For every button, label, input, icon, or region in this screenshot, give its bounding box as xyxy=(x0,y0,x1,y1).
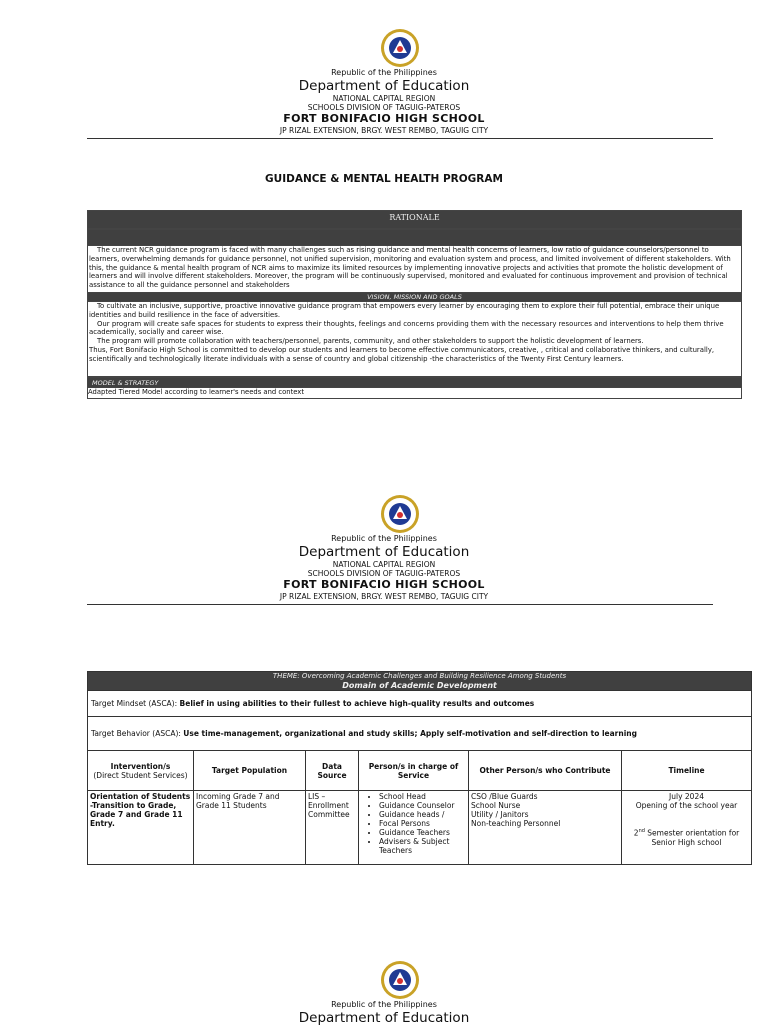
school-name: FORT BONIFACIO HIGH SCHOOL xyxy=(283,112,485,125)
col-intervention-sub: (Direct Student Services) xyxy=(93,770,188,780)
address-text: JP RIZAL EXTENSION, BRGY. WEST REMBO, TAGUIG CITY xyxy=(279,592,489,601)
list-item: CSO /Blue Guards xyxy=(471,792,538,801)
letterhead-2 xyxy=(0,534,768,601)
header-divider xyxy=(87,604,713,605)
division-text: SCHOOLS DIVISION OF TAGUIG-PATEROS xyxy=(307,569,461,578)
model-heading: MODEL & STRATEGY xyxy=(87,377,742,388)
republic-text: Republic of the Philippines xyxy=(331,1000,437,1009)
col-intervention-label: Intervention/s xyxy=(110,761,171,771)
address-text: JP RIZAL EXTENSION, BRGY. WEST REMBO, TAGUIG CITY xyxy=(279,126,489,135)
list-item: Non-teaching Personnel xyxy=(471,819,561,828)
deped-seal-icon xyxy=(380,494,420,534)
col-other-persons: Other Person/s who Contribute xyxy=(469,751,622,791)
school-name: FORT BONIFACIO HIGH SCHOOL xyxy=(283,578,485,591)
target-behavior-row xyxy=(88,717,752,751)
list-item: School Nurse xyxy=(471,801,521,810)
vmg-paragraph-3: The program will promote collaboration with teachers/personnel, parents, community, and other stakeholders to support the holistic development of learners. xyxy=(97,337,644,346)
list-item: • Advisers & Subject Teachers xyxy=(379,837,466,855)
timeline-semester xyxy=(624,828,749,847)
list-item: • Focal Persons xyxy=(379,819,466,828)
col-intervention xyxy=(88,751,194,791)
mindset-label: Target Mindset (ASCA): xyxy=(91,699,180,708)
theme-text: THEME: Overcoming Academic Challenges and Building Resilience Among Students xyxy=(272,672,567,680)
other-persons-cell xyxy=(469,791,622,865)
rationale-body xyxy=(87,246,742,292)
list-item: • Guidance Teachers xyxy=(379,828,466,837)
header-divider xyxy=(87,138,713,139)
col-person-in-charge: Person/s in charge of Service xyxy=(359,751,469,791)
vmg-heading: VISION, MISSION AND GOALS xyxy=(87,292,742,302)
list-item: • School Head xyxy=(379,792,466,801)
behavior-label: Target Behavior (ASCA): xyxy=(91,729,184,738)
deped-seal-icon xyxy=(380,28,420,68)
domain-text: Domain of Academic Development xyxy=(342,681,497,690)
rationale-heading: RATIONALE xyxy=(87,210,742,229)
timeline-num: 2 xyxy=(633,828,639,838)
region-text: NATIONAL CAPITAL REGION xyxy=(332,560,436,569)
vmg-body xyxy=(87,302,742,377)
col-target-population: Target Population xyxy=(194,751,306,791)
timeline-cell xyxy=(622,791,752,865)
division-text: SCHOOLS DIVISION OF TAGUIG-PATEROS xyxy=(307,103,461,112)
vmg-paragraph-1: To cultivate an inclusive, supportive, proactive innovative guidance program that empowers every learner by encouraging them to explore their full potential, embrace their unique identities and build resilience in the face of adversities. xyxy=(89,302,720,319)
republic-text: Republic of the Philippines xyxy=(331,68,437,77)
col-timeline: Timeline xyxy=(622,751,752,791)
department-text: Department of Education xyxy=(298,544,470,560)
timeline-sup: nd xyxy=(638,828,645,834)
department-text: Department of Education xyxy=(298,1010,470,1026)
theme-band xyxy=(88,672,752,691)
letterhead-1 xyxy=(0,68,768,135)
list-item: Utility / Janitors xyxy=(471,810,529,819)
document-title: GUIDANCE & MENTAL HEALTH PROGRAM xyxy=(265,173,503,185)
timeline-opening: Opening of the school year xyxy=(635,801,738,810)
target-population-cell: Incoming Grade 7 and Grade 11 Students xyxy=(194,791,306,865)
mindset-value: Belief in using abilities to their fullest to achieve high-quality results and outcomes xyxy=(179,699,535,708)
behavior-value: Use time-management, organizational and study skills; Apply self-motivation and self-direction to learning xyxy=(183,729,637,738)
timeline-semester-text: Semester orientation for Senior High school xyxy=(647,828,740,847)
col-data-source: Data Source xyxy=(306,751,359,791)
rationale-band xyxy=(87,229,742,246)
deped-seal-icon xyxy=(380,960,420,1000)
letterhead-3 xyxy=(0,1000,768,1026)
vmg-paragraph-4: Thus, Fort Bonifacio High School is committed to develop our students and learners to become effective communicators, creative, , critical and collaborative thinkers, and culturally, scientifically and technologically literate individuals with a sense of country and global citizenship -the characteristics of the Twenty First Century learners. xyxy=(89,345,715,363)
target-mindset-row xyxy=(88,691,752,717)
rationale-text: The current NCR guidance program is faced with many challenges such as rising guidance and mental health concerns of learners, low ratio of guidance counselors/personnel to learners, overwhelming demands for guidance personnel, not unified supervision, monitoring and evaluation system and process, and limited involvement of different stakeholders. With this, the guidance & mental health program of NCR aims to maximize its limited resources by implementing innovative projects and activities that promote the holistic development of learners and will involve different stakeholders. Moreover, the program will be continuously supervised, monitored and evaluated for continuous improvement and provision of technical assistance to all the guidance personnel and stakeholders xyxy=(89,246,731,290)
republic-text: Republic of the Philippines xyxy=(331,534,437,543)
table-row xyxy=(88,791,752,865)
timeline-date: July 2024 xyxy=(669,792,704,801)
person-in-charge-cell xyxy=(359,791,469,865)
region-text: NATIONAL CAPITAL REGION xyxy=(332,94,436,103)
data-source-cell: LIS – Enrollment Committee xyxy=(306,791,359,865)
list-item: • Guidance heads / xyxy=(379,810,466,819)
model-text: Adapted Tiered Model according to learner's needs and context xyxy=(87,388,742,399)
department-text: Department of Education xyxy=(298,78,470,94)
intervention-cell: Orientation of Students -Transition to Grade, Grade 7 and Grade 11 Entry. xyxy=(88,791,194,865)
list-item: • Guidance Counselor xyxy=(379,801,466,810)
program-plan-table xyxy=(87,671,752,865)
vmg-paragraph-2: Our program will create safe spaces for students to express their thoughts, feelings and concerns providing them with the necessary resources and interventions to help them thrive academically, socially and career wise. xyxy=(89,319,724,337)
